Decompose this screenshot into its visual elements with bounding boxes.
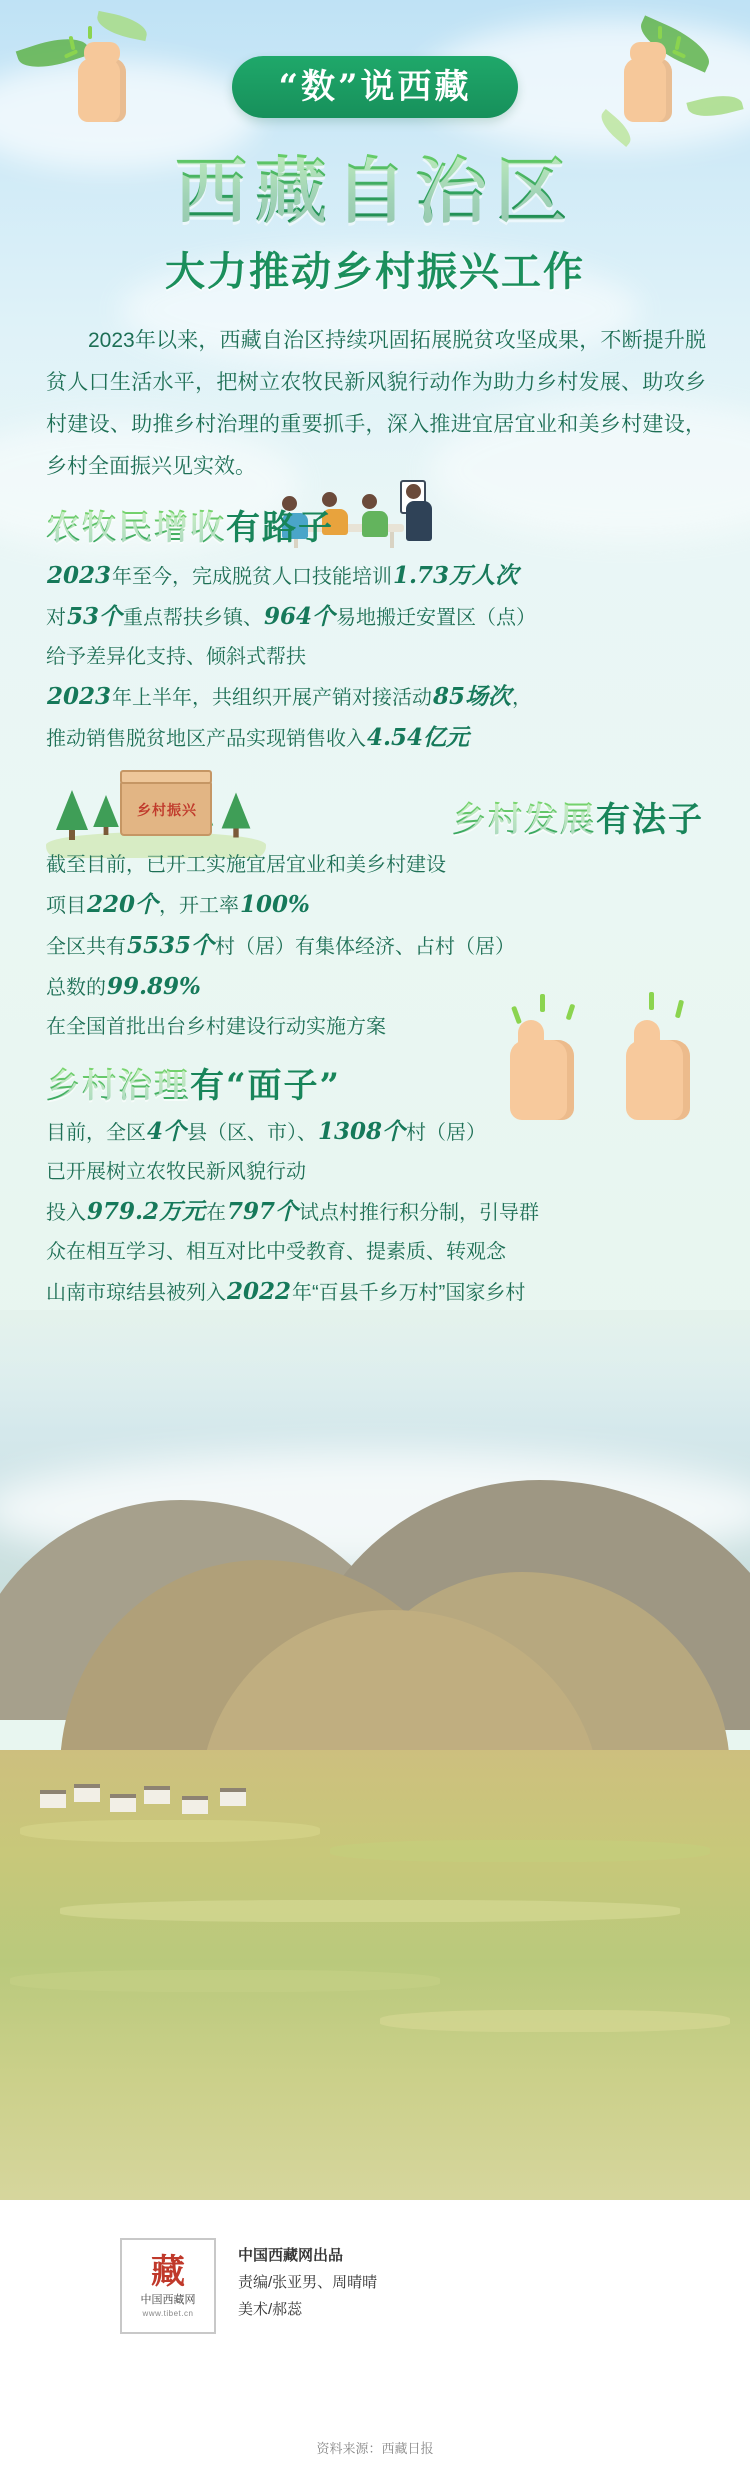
- carton-label: 乡村振兴: [137, 802, 197, 818]
- section-body-1: [46, 556, 706, 759]
- section-heading-1-part1: 农牧民增收: [46, 508, 226, 548]
- logo-text: 中国西藏网: [140, 2293, 196, 2306]
- section-3-line: 山南市琼结县被列入2022年“百县千乡万村”国家乡村: [46, 1278, 526, 1305]
- section-1-line: 2023年上半年，共组织开展产销对接活动85场次，: [47, 683, 533, 710]
- footer-publisher: 中国西藏网出品: [238, 2247, 344, 2264]
- thumbs-up-illustration: [510, 1010, 690, 1120]
- thumb-up-icon: [510, 1040, 574, 1120]
- rural-revitalization-box-illustration: [46, 748, 266, 858]
- series-banner: [0, 56, 750, 118]
- section-3-line: 已开展树立农牧民新风貌行动: [46, 1161, 306, 1183]
- page-subtitle: 大力推动乡村振兴工作: [165, 248, 585, 295]
- section-2-line: 全区共有5535个村（居）有集体经济、占村（居）: [46, 932, 516, 959]
- section-heading-2: [452, 792, 704, 841]
- series-banner-pill: [232, 56, 517, 118]
- footer-editors: 责编/张亚男、周晴晴: [238, 2274, 378, 2291]
- section-heading-1: [46, 500, 334, 549]
- section-heading-3: [46, 1058, 341, 1107]
- section-2-line: 总数的99.89%: [46, 973, 201, 1000]
- logo-url: www.tibet.cn: [142, 2308, 194, 2318]
- section-2-line: 项目220个，开工率100%: [46, 891, 310, 918]
- section-heading-2-part1: 乡村发展: [452, 800, 596, 840]
- tibet-village-landscape-photo: [0, 1310, 750, 2210]
- logo-mark: 藏: [151, 2251, 185, 2292]
- page-title: 西藏自治区: [0, 150, 750, 233]
- leaf-icon: [94, 11, 149, 41]
- section-3-line: 目前，全区4个县（区、市）、1308个村（居）: [46, 1118, 487, 1145]
- section-heading-1-part2: 有路子: [226, 508, 334, 548]
- thumb-up-icon: [626, 1040, 690, 1120]
- intro-paragraph: 2023年以来，西藏自治区持续巩固拓展脱贫攻坚成果，不断提升脱贫人口生活水平，把树立农牧民新风貌行动作为助力乡村发展、助攻乡村建设、助推乡村治理的重要抓手，深入推进宜居宜业和美乡村建设，乡村全面振兴见实效。: [46, 329, 706, 478]
- section-heading-3-part1: 乡村治理: [46, 1066, 190, 1106]
- carton-icon: [120, 780, 212, 836]
- section-heading-3-part2: 有“面子”: [190, 1066, 342, 1106]
- section-1-line: 2023年至今，完成脱贫人口技能培训1.73万人次: [47, 562, 519, 589]
- section-3-line: 众在相互学习、相互对比中受教育、提素质、转观念: [46, 1241, 506, 1263]
- publisher-logo: [120, 2238, 216, 2334]
- section-3-line: 投入979.2万元在797个试点村推行积分制，引导群: [46, 1198, 540, 1225]
- footer-source: 资料来源：西藏日报: [316, 2441, 434, 2456]
- section-2-line: 在全国首批出台乡村建设行动实施方案: [46, 1016, 386, 1038]
- section-1-line: 推动销售脱贫地区产品实现销售收入4.54亿元: [46, 724, 470, 751]
- footer-designer: 美术/郝蕊: [238, 2301, 303, 2318]
- series-banner-label: “数”说西藏: [278, 67, 472, 107]
- section-2-line: 截至目前，已开工实施宜居宜业和美乡村建设: [46, 854, 446, 876]
- section-1-line: 对53个重点帮扶乡镇、964个易地搬迁安置区（点）: [46, 603, 537, 630]
- section-1-line: 给予差异化支持、倾斜式帮扶: [46, 646, 306, 668]
- footer: [0, 2200, 750, 2483]
- section-heading-2-part2: 有法子: [596, 800, 704, 840]
